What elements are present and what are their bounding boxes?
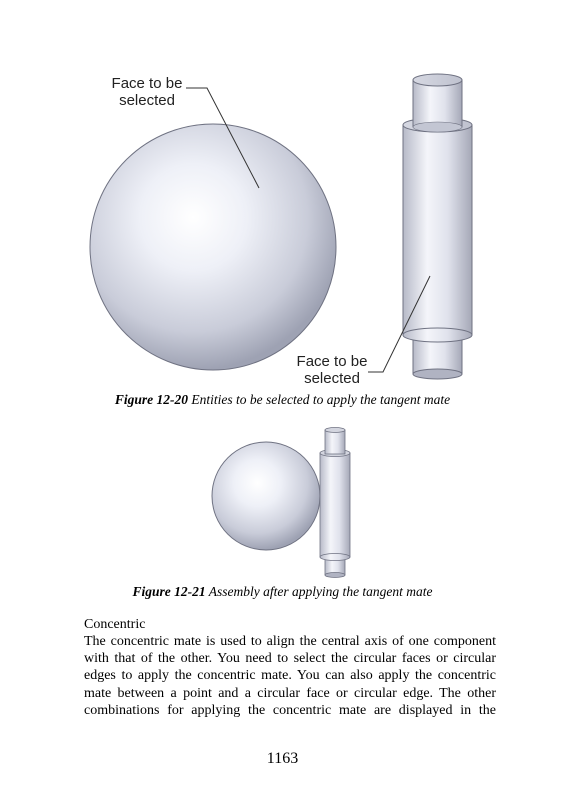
paragraph-line: mate between a point and a circular face or circular edge. The other: [84, 685, 496, 701]
callout-line-1: Face to be: [296, 353, 368, 370]
paragraph-line: combinations for applying the concentric mate are displayed in the: [84, 702, 496, 718]
callout-line-2: selected: [119, 92, 175, 109]
shaft-shape: [403, 74, 472, 379]
callout-line-1: Face to be: [111, 75, 183, 92]
caption-text: Entities to be selected to apply the tangent mate: [188, 392, 451, 407]
assembled-sphere-shape: [212, 442, 320, 550]
figure-12-20-caption: [0, 392, 565, 408]
figure-12-21-caption: [0, 584, 565, 600]
paragraph-line: with that of the other. You need to select the circular faces or circular: [84, 651, 496, 667]
body-paragraph: [84, 633, 496, 719]
caption-label: Figure 12-20: [114, 392, 189, 407]
shaft-face-callout: [283, 353, 381, 387]
caption-label: Figure 12-21: [132, 584, 206, 599]
caption-text: Assembly after applying the tangent mate: [205, 584, 433, 599]
section-heading: Concentric: [84, 617, 146, 632]
page-number: 1163: [266, 750, 299, 767]
figure-12-21-illustration: [200, 420, 365, 585]
callout-line-2: selected: [304, 370, 360, 387]
assembled-shaft-shape: [320, 428, 350, 578]
paragraph-line: edges to apply the concentric mate. You can also apply the concentric: [84, 668, 496, 684]
paragraph-line: The concentric mate is used to align the central axis of one component: [84, 634, 496, 649]
sphere-shape: [90, 124, 336, 370]
sphere-face-callout: [98, 75, 196, 109]
